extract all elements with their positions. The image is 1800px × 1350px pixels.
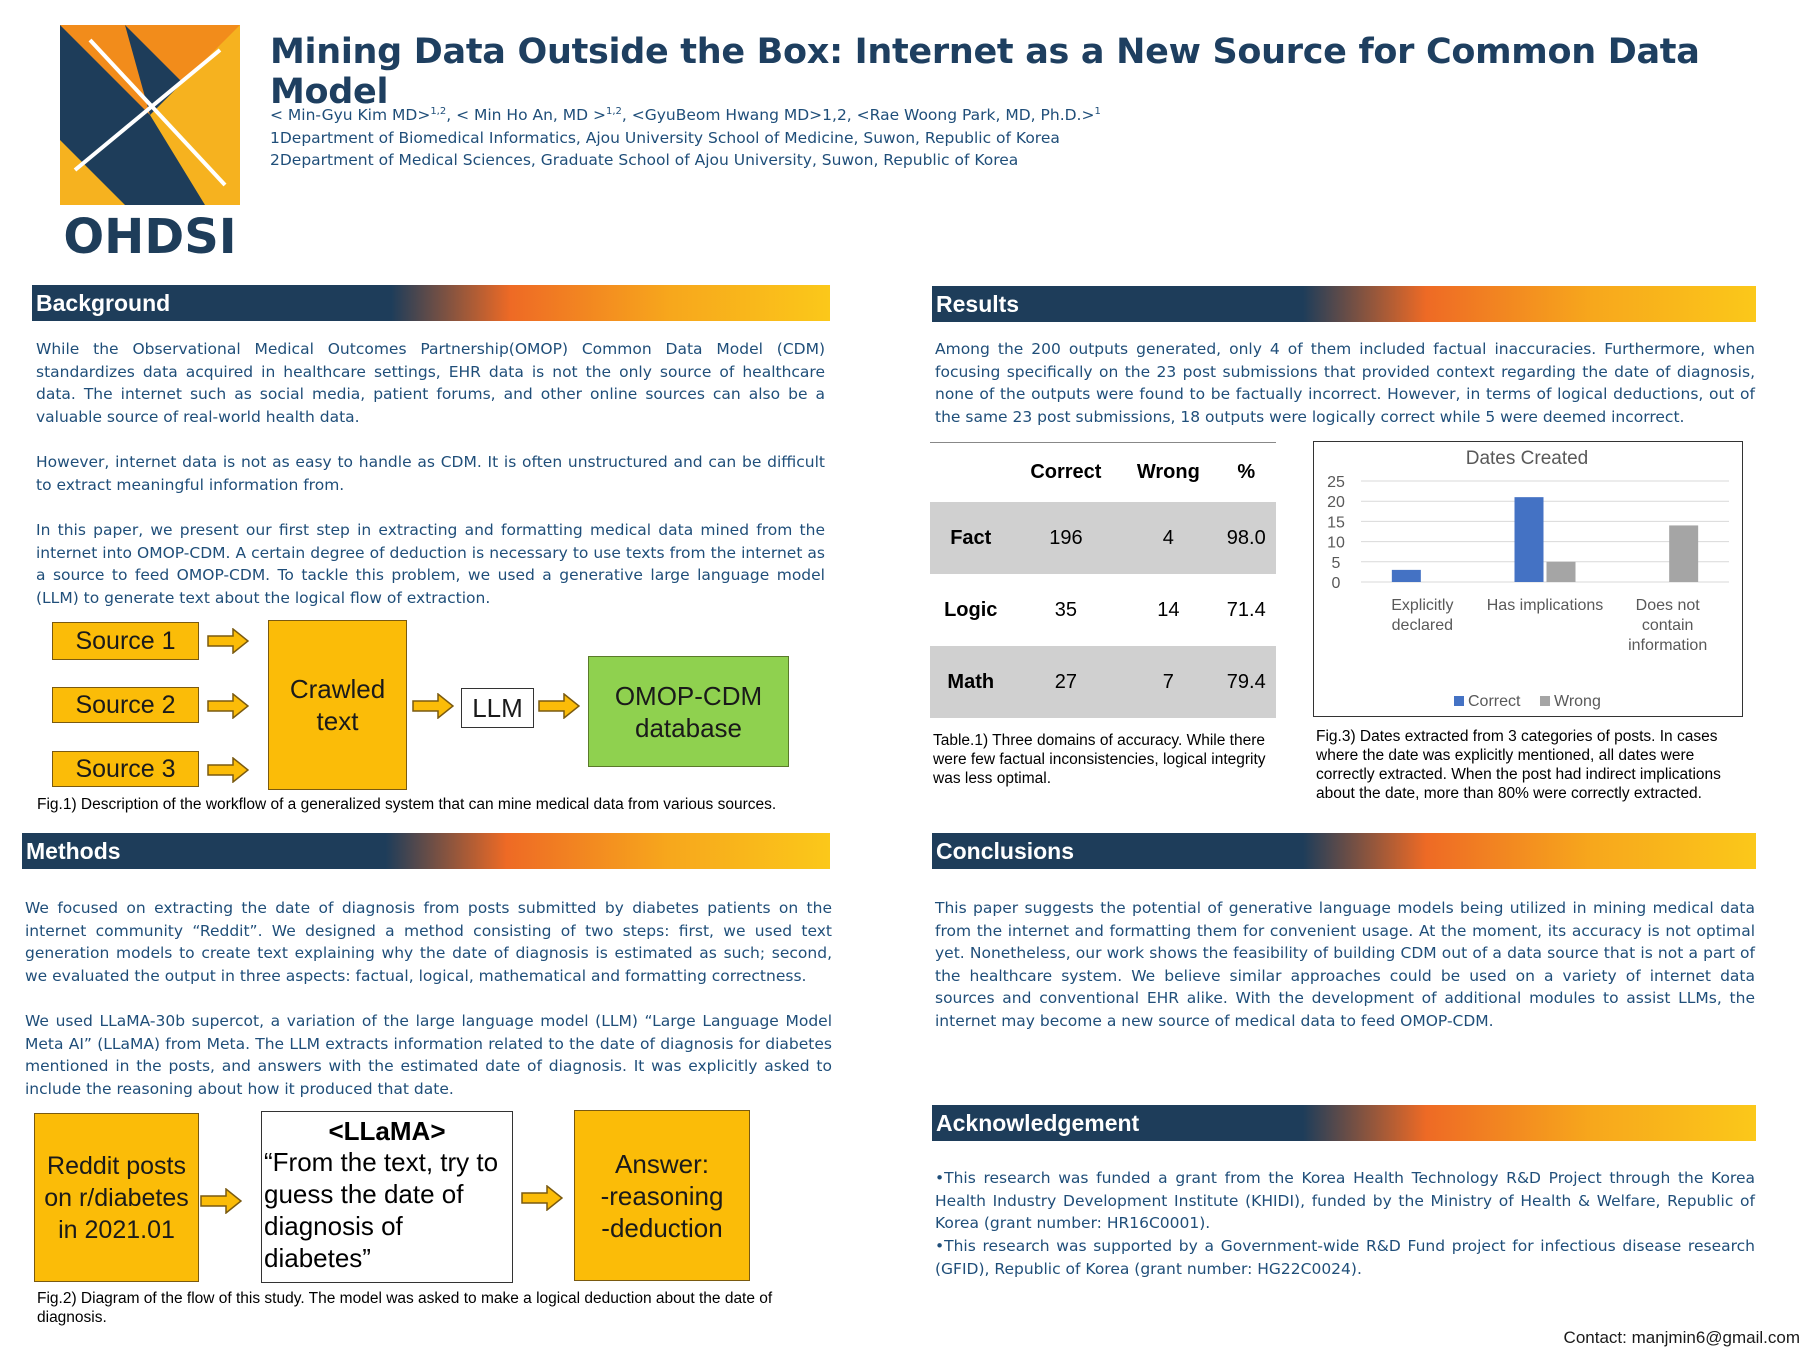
background-heading: Background: [32, 285, 830, 321]
methods-paragraph-2: We used LLaMA-30b supercot, a variation of the large language model (LLM) “Large Language Model Meta AI” (LLaMA) from Meta. The LLM extracts information related to the date of diagnosis for diabetes mentioned in the posts, and answers with the estimated date of diagnosis. It was explicitly asked to include the reasoning about how it produced that date.: [25, 1012, 832, 1098]
arrow-right-icon: [207, 693, 249, 719]
background-paragraph-3: In this paper, we present our first step in extracting and formatting medical data mined from the internet into OMOP-CDM. A certain degree of deduction is necessary to use texts from the internet as a source to feed OMOP-CDM. To tackle this problem, we used a generative large language model (LLM) to generate text about the logical flow of extraction.: [36, 521, 825, 607]
table-cell: 4: [1120, 502, 1216, 574]
table-header-cell: Correct: [1030, 460, 1102, 483]
chart-x-tick-label: Explicitly: [1391, 597, 1454, 614]
answer-line-1: Answer:: [615, 1148, 709, 1179]
arrow-right-icon: [200, 1188, 242, 1214]
table-cell: 27: [1012, 646, 1121, 718]
table-row-label: Math: [930, 646, 1012, 718]
chart-y-tick-label: 10: [1327, 534, 1345, 552]
fig2-caption: Fig.2) Diagram of the flow of this study. The model was asked to make a logical deduction about the date of diagnosis.: [37, 1290, 773, 1326]
background-paragraph-2: However, internet data is not as easy to handle as CDM. It is often unstructured and can be difficult to extract meaningful information from.: [36, 453, 825, 494]
affiliation-1: 1Department of Biomedical Informatics, Ajou University School of Medicine, Suwon, Republic of Korea: [270, 129, 1060, 147]
ohdsi-logo: [55, 20, 245, 260]
arrow-right-icon: [207, 628, 249, 654]
svg-text:OHDSI: OHDSI: [63, 209, 237, 260]
table-header-cell: [930, 442, 1012, 502]
chart-x-tick-label: Has implications: [1486, 597, 1604, 614]
affiliation-2: 2Department of Medical Sciences, Graduate School of Ajou University, Suwon, Republic of Korea: [270, 151, 1019, 169]
table-cell: 98.0: [1216, 502, 1276, 574]
acknowledgement-bullet-1: •This research was funded a grant from the Korea Health Technology R&D Project through the Korea Health Industry Development Institute (KHIDI), funded by the Ministry of Health & Welfare, Republic of Korea (grant number: HR16C0001).: [935, 1169, 1755, 1232]
chart-x-tick-label: declared: [1391, 617, 1454, 634]
table-cell: 79.4: [1216, 646, 1276, 718]
table-header-row: [930, 442, 1276, 502]
fig3-caption: Fig.3) Dates extracted from 3 categories of posts. In cases where the date was explicitly mentioned, all dates were correctly extracted. When the post had indirect implications about the date, more than 80% were correctly extracted.: [1316, 728, 1721, 802]
source-3-box: Source 3: [52, 751, 199, 787]
results-paragraph: Among the 200 outputs generated, only 4 of them included factual inaccuracies. Furthermore, when focusing specifically on the 23 post submissions that provided context regarding the date of diagnosis, none of the outputs were found to be factually incorrect. However, in terms of logical deductions, out of the same 23 post submissions, 18 outputs were logically correct while 5 were deemed incorrect.: [935, 340, 1755, 426]
chart-bar-correct: [1515, 497, 1544, 582]
llama-title: <LLaMA>: [328, 1116, 446, 1146]
results-heading: Results: [932, 286, 1756, 322]
chart-y-tick-label: 15: [1327, 514, 1345, 532]
author-list: < Min-Gyu Kim MD>$^{1,2}$, < Min Ho An, MD >$^{1,2}$, <GyuBeom Hwang MD>1,2, <Rae Woong Park, MD, Ph.D.>$^1$: [270, 106, 1101, 125]
chart-legend-swatch: [1540, 696, 1550, 706]
conclusions-paragraph: This paper suggests the potential of generative language models being utilized in mining medical data from the internet and formatting them for convenient usage. At the moment, its accuracy is not optimal yet. Nonetheless, our work shows the feasibility of building CDM out of a data source that is not a part of the healthcare system. We believe similar approaches could be used on a variety of internet data sources and conventional EHR alike. With the development of additional modules to assist LLMs, the internet may become a new source of medical data to feed OMOP-CDM.: [935, 899, 1755, 1030]
llm-box: LLM: [461, 688, 534, 728]
chart-legend-swatch: [1454, 696, 1464, 706]
chart-bar-correct: [1392, 570, 1421, 582]
arrow-right-icon: [412, 693, 454, 719]
chart-y-tick-label: 20: [1327, 494, 1345, 512]
table1-caption: Table.1) Three domains of accuracy. While there were few factual inconsistencies, logical integrity was less optimal.: [933, 732, 1266, 787]
llama-prompt-box: [261, 1111, 513, 1283]
arrow-right-icon: [521, 1185, 563, 1211]
llama-prompt-text: “From the text, try to guess the date of diagnosis of diabetes”: [264, 1147, 499, 1273]
arrow-right-icon: [538, 693, 580, 719]
conclusions-heading: Conclusions: [932, 833, 1756, 869]
chart-x-tick-label: contain: [1641, 617, 1694, 634]
acknowledgement-heading: Acknowledgement: [932, 1105, 1756, 1141]
source-1-box: Source 1: [52, 622, 199, 660]
chart-legend-label: Correct: [1468, 693, 1521, 710]
fig1-caption: Fig.1) Description of the workflow of a generalized system that can mine medical data from various sources.: [37, 796, 777, 813]
answer-line-3: -deduction: [601, 1212, 723, 1243]
table-cell: 71.4: [1226, 598, 1266, 621]
table-cell: 7: [1120, 646, 1216, 718]
chart-bar-wrong: [1547, 562, 1576, 582]
crawled-text-box: Crawled text: [268, 620, 407, 790]
table-cell: 196: [1012, 502, 1121, 574]
table-cell: 14: [1157, 598, 1180, 621]
table-row-label: Logic: [944, 598, 998, 621]
chart-bar-wrong: [1669, 525, 1698, 582]
dates-created-chart: [1313, 441, 1743, 717]
answer-line-2: -reasoning: [600, 1180, 724, 1211]
contact-email[interactable]: Contact: manjmin6@gmail.com: [1563, 1328, 1800, 1347]
reddit-posts-box: Reddit posts on r/diabetes in 2021.01: [34, 1113, 199, 1282]
methods-paragraph-1: We focused on extracting the date of diagnosis from posts submitted by diabetes patients on the internet community “Reddit”. We designed a method consisting of two steps: first, we used text generation models to create text explaining why the date of diagnosis is estimated as such; second, we evaluated the output in three aspects: factual, logical, mathematical and formatting correctness.: [25, 899, 832, 985]
table-cell: 35: [1054, 598, 1078, 621]
chart-x-tick-label: Does not: [1635, 597, 1700, 614]
accuracy-table: [930, 442, 1276, 718]
table-header-cell: %: [1237, 460, 1256, 483]
table-row: [930, 502, 1276, 574]
background-paragraph-1: While the Observational Medical Outcomes Partnership(OMOP) Common Data Model (CDM) standardizes data acquired in healthcare settings, EHR data is not the only source of healthcare data. The internet such as social media, patient forums, and other online sources can also be a valuable source of real-world health data.: [36, 340, 825, 426]
chart-y-tick-label: 25: [1327, 474, 1345, 491]
acknowledgement-bullet-2: •This research was supported by a Government-wide R&D Fund project for infectious disease research (GFID), Republic of Korea (grant number: HG22C0024).: [935, 1237, 1755, 1278]
chart-y-tick-label: 5: [1331, 554, 1341, 572]
table-row-label: Fact: [930, 502, 1012, 574]
methods-heading: Methods: [22, 833, 830, 869]
table-row: [930, 574, 1276, 646]
chart-x-tick-label: information: [1628, 637, 1708, 654]
chart-y-tick-label: 0: [1331, 575, 1341, 592]
table-header-cell: Wrong: [1136, 460, 1200, 483]
source-2-box: Source 2: [52, 687, 199, 723]
poster-title: Mining Data Outside the Box: Internet as a New Source for Common Data Model: [270, 32, 1700, 112]
dates-created-chart-svg: [1314, 442, 1741, 715]
arrow-right-icon: [207, 757, 249, 783]
chart-title: Dates Created: [1465, 448, 1589, 469]
table-row: [930, 646, 1276, 718]
omop-cdm-database-box: OMOP-CDM database: [588, 656, 789, 767]
chart-legend-label: Wrong: [1554, 693, 1601, 710]
answer-box: [574, 1110, 750, 1281]
